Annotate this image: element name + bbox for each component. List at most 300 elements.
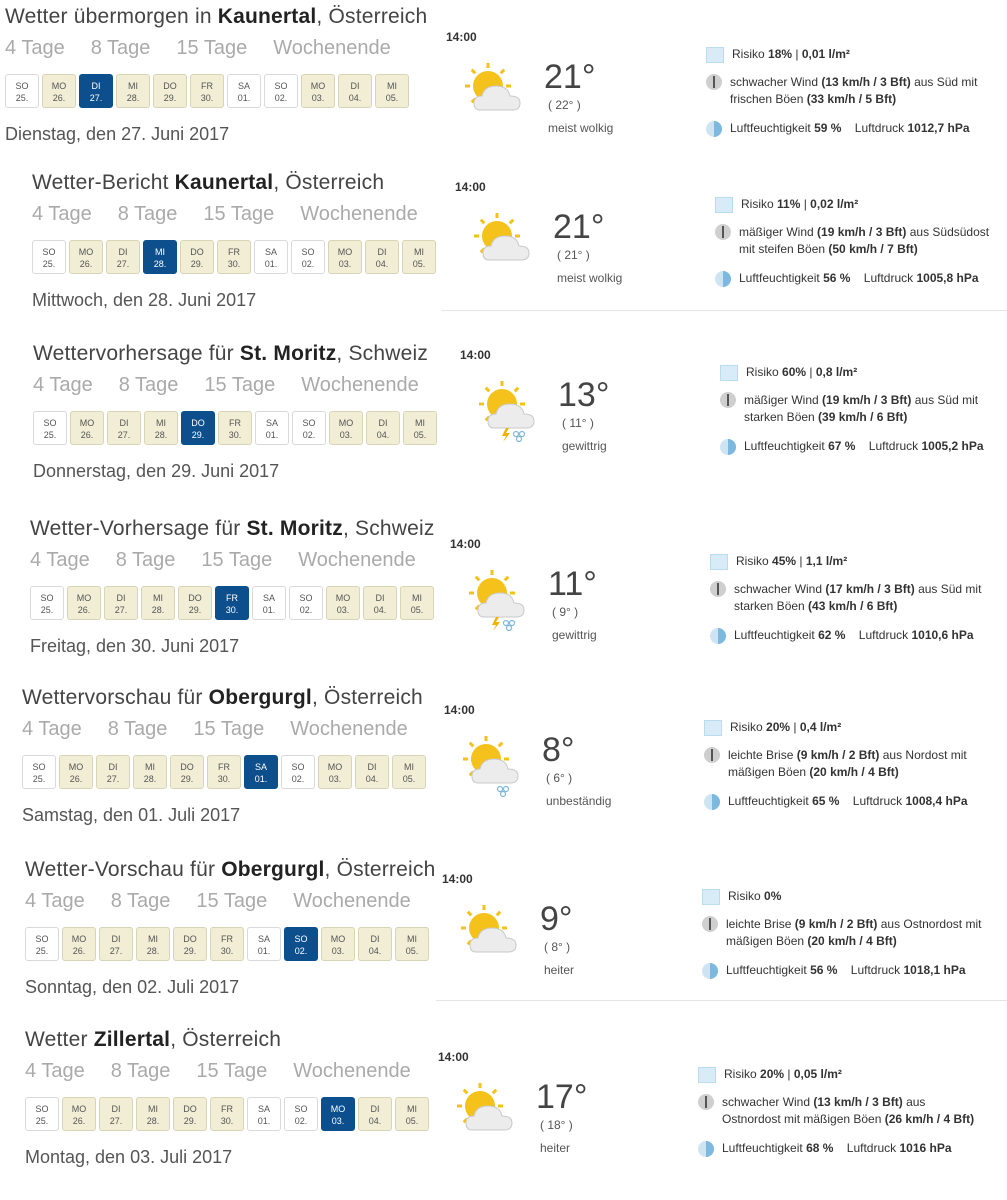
day-tab[interactable]	[25, 927, 59, 961]
risk-value: 20%	[760, 1067, 785, 1081]
day-number: 28.	[126, 93, 140, 103]
humidity-icon	[706, 121, 722, 137]
day-tab[interactable]	[143, 240, 177, 274]
pressure-value: 1010,6 hPa	[911, 628, 974, 642]
day-abbrev: MO	[78, 247, 94, 257]
rain-icon	[698, 1067, 716, 1083]
day-number: 28.	[154, 430, 168, 440]
day-tab[interactable]	[318, 755, 352, 789]
day-tab[interactable]	[5, 74, 39, 108]
tab-range[interactable]: 15 Tage	[201, 549, 273, 571]
day-number: 30.	[220, 1116, 234, 1126]
time-label: 14:00	[442, 872, 473, 886]
day-abbrev: MI	[412, 593, 422, 603]
wind-speed: (19 km/h / 3 Bft)	[817, 225, 907, 239]
pressure-value: 1008,4 hPa	[905, 794, 968, 808]
tab-range[interactable]: 8 Tage	[115, 549, 176, 571]
day-tab[interactable]	[104, 586, 138, 620]
day-abbrev: MO	[51, 81, 67, 91]
day-tab[interactable]	[210, 1097, 244, 1131]
risk-value: 18%	[768, 47, 793, 61]
day-tab[interactable]	[190, 74, 224, 108]
wind-direction: aus Süd mit	[914, 582, 982, 596]
day-tab[interactable]	[247, 927, 281, 961]
condition: gewittrig	[552, 628, 597, 642]
city-name[interactable]: Kaunertal	[174, 171, 274, 194]
tab-range[interactable]: Wochenende	[290, 718, 408, 740]
humidity-icon	[715, 271, 731, 287]
rain-row	[702, 888, 1007, 910]
day-abbrev: DI	[91, 81, 101, 91]
forecast-panel	[458, 348, 1007, 498]
gust-speed: (20 km/h / 4 Bft)	[809, 765, 899, 779]
country-name: , Österreich	[170, 1028, 282, 1051]
day-number: 26.	[52, 93, 66, 103]
day-tab[interactable]	[217, 240, 251, 274]
day-number: 03.	[331, 1116, 345, 1126]
day-number: 25.	[15, 93, 29, 103]
day-tab[interactable]	[69, 240, 103, 274]
day-tab[interactable]	[107, 411, 141, 445]
day-number: 28.	[146, 1116, 160, 1126]
day-number: 01.	[237, 93, 251, 103]
tab-range[interactable]: 8 Tage	[117, 203, 178, 225]
city-name[interactable]: St. Moritz	[246, 517, 343, 540]
day-tab[interactable]	[153, 74, 187, 108]
day-number: 04.	[365, 774, 379, 784]
risk-value: 0%	[764, 889, 782, 903]
range-tabs	[22, 718, 462, 741]
day-tab[interactable]	[170, 755, 204, 789]
risk-label: Risiko	[724, 1067, 757, 1081]
day-abbrev: DI	[111, 934, 121, 944]
humidity-icon	[702, 963, 718, 979]
tab-range[interactable]: 4 Tage	[22, 718, 82, 740]
panel-divider	[436, 1000, 1007, 1001]
weather-details	[710, 553, 1007, 644]
tab-range[interactable]: Wochenende	[293, 890, 411, 912]
day-tab[interactable]	[375, 74, 409, 108]
gust-label: starken Böen	[744, 410, 819, 424]
day-abbrev: MI	[156, 418, 166, 428]
humidity-label: Luftfeuchtigkeit	[726, 963, 807, 977]
title-prefix: Wetter-Vorschau für	[25, 858, 222, 881]
rain-amount: 0,05 l/m²	[793, 1067, 842, 1081]
city-name[interactable]: Obergurgl	[208, 686, 312, 709]
day-number: 30.	[227, 259, 241, 269]
day-tab[interactable]	[218, 411, 252, 445]
day-tab[interactable]	[252, 586, 286, 620]
day-tab[interactable]	[173, 1097, 207, 1131]
title-prefix: Wettervorschau für	[22, 686, 209, 709]
day-tab[interactable]	[402, 240, 436, 274]
day-number: 02.	[291, 774, 305, 784]
day-tab[interactable]	[141, 586, 175, 620]
day-tab[interactable]	[106, 240, 140, 274]
gust-speed: (26 km/h / 4 Bft)	[884, 1112, 975, 1126]
location-title	[32, 171, 472, 195]
day-abbrev: DO	[163, 81, 177, 91]
day-abbrev: DI	[118, 247, 128, 257]
day-abbrev: FR	[226, 593, 238, 603]
day-tab[interactable]	[244, 755, 278, 789]
condition: heiter	[544, 963, 575, 977]
day-tab[interactable]	[395, 927, 429, 961]
pressure-label: Luftdruck	[854, 121, 905, 135]
day-abbrev: SA	[257, 1104, 270, 1114]
day-abbrev: MI	[153, 593, 163, 603]
day-abbrev: FR	[201, 81, 213, 91]
day-tab[interactable]	[133, 755, 167, 789]
wind-speed: (9 km/h / 2 Bft)	[794, 917, 878, 931]
city-name[interactable]: Obergurgl	[221, 858, 325, 881]
humidity-value: 65 %	[812, 794, 840, 808]
day-tab[interactable]	[62, 1097, 96, 1131]
day-tab[interactable]	[32, 240, 66, 274]
wind-text	[744, 392, 978, 426]
day-tab[interactable]	[321, 927, 355, 961]
gust-label: starken Böen	[734, 599, 809, 613]
day-number: 01.	[254, 774, 268, 784]
tab-range[interactable]: 4 Tage	[33, 374, 93, 396]
range-tabs	[5, 37, 445, 60]
day-tab[interactable]	[96, 755, 130, 789]
day-tab[interactable]	[400, 586, 434, 620]
day-tab[interactable]	[358, 1097, 392, 1131]
day-number: 27.	[114, 605, 128, 615]
day-tab[interactable]	[281, 755, 315, 789]
day-tab[interactable]	[136, 1097, 170, 1131]
tab-range[interactable]: Wochenende	[293, 1060, 411, 1082]
humidity-label: Luftfeuchtigkeit	[728, 794, 809, 808]
day-number: 25.	[35, 946, 49, 956]
day-number: 29.	[183, 1116, 197, 1126]
day-tab[interactable]	[59, 755, 93, 789]
time-label: 14:00	[446, 30, 477, 44]
day-tab[interactable]	[227, 74, 261, 108]
tab-range[interactable]: 15 Tage	[193, 718, 265, 740]
day-selector	[33, 411, 473, 447]
wind-speed: (19 km/h / 3 Bft)	[822, 393, 912, 407]
day-tab[interactable]	[79, 74, 113, 108]
day-number: 03.	[311, 93, 325, 103]
forecast-search-block	[25, 1028, 465, 1168]
day-tab[interactable]	[255, 411, 289, 445]
country-name: , Schweiz	[342, 517, 435, 540]
feels-like: ( 22° )	[548, 98, 581, 112]
tab-range[interactable]: 4 Tage	[25, 1060, 85, 1082]
wind-type: schwacher Wind	[734, 582, 823, 596]
day-number: 28.	[143, 774, 157, 784]
tab-range[interactable]: 15 Tage	[204, 374, 276, 396]
wind-direction-icon	[698, 1094, 714, 1110]
rain-amount: 1,1 l/m²	[805, 554, 848, 568]
rain-row: Risiko 20% | 0,4 l/m²	[704, 719, 1007, 741]
day-tab[interactable]	[25, 1097, 59, 1131]
day-abbrev: DO	[190, 247, 204, 257]
humidity-label: Luftfeuchtigkeit	[739, 271, 820, 285]
day-abbrev: MO	[71, 1104, 87, 1114]
day-tab[interactable]	[181, 411, 215, 445]
day-tab[interactable]	[358, 927, 392, 961]
day-number: 05.	[413, 430, 427, 440]
range-tabs	[30, 549, 470, 572]
day-tab[interactable]	[328, 240, 362, 274]
day-tab[interactable]	[144, 411, 178, 445]
day-number: 27.	[117, 430, 131, 440]
wind-speed: (13 km/h / 3 Bft)	[813, 1095, 903, 1109]
day-tab[interactable]	[116, 74, 150, 108]
wind-text	[734, 581, 981, 615]
day-tab[interactable]	[264, 74, 298, 108]
tab-range[interactable]: 15 Tage	[196, 1060, 268, 1082]
tab-range[interactable]: 15 Tage	[196, 890, 268, 912]
day-tab[interactable]	[42, 74, 76, 108]
risk-value: 60%	[782, 365, 807, 379]
location-title	[33, 342, 473, 366]
day-abbrev: SO	[15, 81, 29, 91]
wind-type: leichte Brise	[728, 748, 794, 762]
forecast-search-block	[22, 686, 462, 826]
humidity-icon	[710, 628, 726, 644]
title-prefix: Wettervorhersage für	[33, 342, 240, 365]
city-name[interactable]: St. Moritz	[239, 342, 337, 365]
day-number: 26.	[72, 946, 86, 956]
day-tab[interactable]	[210, 927, 244, 961]
rain-row: Risiko 18% | 0,01 l/m²	[706, 46, 1007, 68]
tab-range[interactable]: Wochenende	[298, 549, 416, 571]
day-tab[interactable]	[363, 586, 397, 620]
day-number: 29.	[183, 946, 197, 956]
temperature: 11°	[548, 565, 597, 603]
tab-range[interactable]: 15 Tage	[203, 203, 275, 225]
day-tab[interactable]	[207, 755, 241, 789]
day-number: 04.	[348, 93, 362, 103]
day-abbrev: MI	[148, 934, 158, 944]
day-tab[interactable]	[33, 411, 67, 445]
location-title	[30, 517, 470, 541]
tab-range[interactable]: 8 Tage	[107, 718, 168, 740]
humidity-value: 68 %	[806, 1141, 834, 1155]
day-abbrev: DI	[116, 593, 126, 603]
day-number: 25.	[43, 430, 57, 440]
tab-range[interactable]: 8 Tage	[110, 890, 171, 912]
day-abbrev: SO	[302, 418, 316, 428]
forecast-search-block	[33, 342, 473, 482]
day-tab[interactable]	[355, 755, 389, 789]
day-abbrev: MO	[337, 247, 353, 257]
day-tab[interactable]	[395, 1097, 429, 1131]
day-abbrev: DO	[180, 762, 194, 772]
tab-range[interactable]: 4 Tage	[5, 37, 65, 59]
risk-label: Risiko	[728, 889, 761, 903]
city-name[interactable]: Kaunertal	[217, 5, 317, 28]
day-number: 05.	[402, 774, 416, 784]
day-abbrev: SA	[264, 247, 277, 257]
date-heading: Donnerstag, den 29. Juni 2017	[33, 461, 280, 481]
wind-speed: (13 km/h / 3 Bft)	[821, 75, 911, 89]
day-abbrev: SA	[237, 81, 250, 91]
day-abbrev: MI	[148, 1104, 158, 1114]
day-tab[interactable]	[284, 1097, 318, 1131]
humidity-row	[704, 793, 1007, 810]
temperature: 21°	[544, 58, 596, 96]
humidity-value: 67 %	[828, 439, 856, 453]
day-number: 05.	[412, 259, 426, 269]
day-tab[interactable]	[365, 240, 399, 274]
day-tab[interactable]	[247, 1097, 281, 1131]
day-abbrev: DI	[370, 934, 380, 944]
time-label: 14:00	[444, 703, 475, 717]
forecast-panel	[453, 180, 1007, 330]
day-selector	[25, 927, 465, 963]
wind-type: schwacher Wind	[722, 1095, 811, 1109]
day-abbrev: FR	[221, 1104, 233, 1114]
day-tab[interactable]	[173, 927, 207, 961]
tab-range[interactable]: 4 Tage	[30, 549, 90, 571]
tab-range[interactable]: Wochenende	[300, 203, 418, 225]
day-number: 03.	[328, 774, 342, 784]
day-abbrev: MO	[68, 762, 84, 772]
tab-range[interactable]: 4 Tage	[32, 203, 92, 225]
gust-speed: (43 km/h / 6 Bft)	[808, 599, 898, 613]
wind-direction: aus Süd mit	[911, 393, 979, 407]
day-tab[interactable]	[30, 586, 64, 620]
feels-like: ( 11° )	[562, 416, 594, 430]
forecast-search-block	[32, 171, 472, 311]
country-name: , Schweiz	[336, 342, 429, 365]
day-number: 03.	[338, 259, 352, 269]
pressure-label: Luftdruck	[850, 963, 901, 977]
thunderstorm-icon	[476, 378, 546, 442]
day-tab[interactable]	[136, 927, 170, 961]
day-tab[interactable]	[329, 411, 363, 445]
day-abbrev: FR	[221, 934, 233, 944]
pressure-value: 1012,7 hPa	[907, 121, 970, 135]
day-number: 26.	[79, 259, 93, 269]
day-tab[interactable]	[254, 240, 288, 274]
pressure-value: 1018,1 hPa	[903, 963, 966, 977]
tab-range[interactable]: 8 Tage	[110, 1060, 171, 1082]
day-abbrev: SO	[40, 593, 54, 603]
day-abbrev: DI	[108, 762, 118, 772]
day-abbrev: FR	[218, 762, 230, 772]
date-heading: Freitag, den 30. Juni 2017	[30, 636, 240, 656]
wind-row	[720, 392, 1007, 426]
day-tab[interactable]	[301, 74, 335, 108]
risk-label: Risiko	[730, 720, 763, 734]
day-abbrev: MO	[310, 81, 326, 91]
day-abbrev: SO	[43, 418, 57, 428]
day-tab[interactable]	[22, 755, 56, 789]
day-number: 25.	[40, 605, 54, 615]
city-name[interactable]: Zillertal	[93, 1028, 171, 1051]
wind-direction-icon	[715, 224, 731, 240]
tab-range[interactable]: 15 Tage	[176, 37, 248, 59]
rain-amount: 0,8 l/m²	[815, 365, 858, 379]
day-number: 26.	[80, 430, 94, 440]
tab-range[interactable]: 8 Tage	[118, 374, 179, 396]
day-tab[interactable]	[291, 240, 325, 274]
tab-range[interactable]: Wochenende	[273, 37, 391, 59]
day-number: 01.	[262, 605, 276, 615]
rain-row: Risiko 20% | 0,05 l/m²	[698, 1066, 1003, 1088]
day-tab[interactable]	[180, 240, 214, 274]
day-abbrev: MO	[338, 418, 354, 428]
sun-cloud-icon	[458, 902, 528, 966]
time-label: 14:00	[455, 180, 486, 194]
panel-divider	[442, 310, 1007, 311]
title-prefix: Wetter-Bericht	[32, 171, 175, 194]
wind-row	[702, 916, 1007, 950]
day-tab[interactable]	[67, 586, 101, 620]
gust-label: Ostnordost mit mäßigen Böen	[722, 1112, 885, 1126]
day-abbrev: SO	[301, 247, 315, 257]
day-tab[interactable]	[215, 586, 249, 620]
day-number: 30.	[228, 430, 242, 440]
day-number: 02.	[294, 1116, 308, 1126]
day-tab[interactable]	[292, 411, 326, 445]
day-abbrev: MI	[415, 418, 425, 428]
risk-value: 20%	[766, 720, 791, 734]
day-abbrev: SO	[294, 1104, 308, 1114]
condition: meist wolkig	[557, 271, 623, 285]
day-tab[interactable]	[403, 411, 437, 445]
day-tab[interactable]	[62, 927, 96, 961]
day-tab[interactable]	[338, 74, 372, 108]
forecast-search-block	[25, 858, 465, 998]
day-abbrev: SA	[254, 762, 267, 772]
day-abbrev: SA	[257, 934, 270, 944]
date-heading: Samstag, den 01. Juli 2017	[22, 805, 241, 825]
day-abbrev: MO	[79, 418, 95, 428]
wind-direction-icon	[710, 581, 726, 597]
day-abbrev: MI	[404, 762, 414, 772]
wind-direction: aus Nordost mit	[879, 748, 967, 762]
day-tab[interactable]	[284, 927, 318, 961]
forecast-panel	[448, 537, 1007, 687]
day-selector	[5, 74, 445, 110]
condition: heiter	[540, 1141, 571, 1155]
wind-row	[715, 224, 1007, 258]
day-tab[interactable]	[366, 411, 400, 445]
day-tab[interactable]	[289, 586, 323, 620]
day-tab[interactable]	[178, 586, 212, 620]
day-abbrev: SO	[35, 934, 49, 944]
day-tab[interactable]	[326, 586, 360, 620]
tab-range[interactable]: Wochenende	[301, 374, 419, 396]
day-tab[interactable]	[70, 411, 104, 445]
day-abbrev: MO	[327, 762, 343, 772]
location-title	[5, 5, 445, 29]
day-tab[interactable]	[99, 927, 133, 961]
day-tab[interactable]	[99, 1097, 133, 1131]
day-number: 04.	[373, 605, 387, 615]
day-abbrev: MI	[145, 762, 155, 772]
day-abbrev: FR	[229, 418, 241, 428]
rain-icon	[710, 554, 728, 570]
day-number: 01.	[264, 259, 278, 269]
pressure-value: 1016 hPa	[899, 1141, 952, 1155]
tab-range[interactable]: 4 Tage	[25, 890, 85, 912]
tab-range[interactable]: 8 Tage	[90, 37, 151, 59]
day-tab[interactable]	[321, 1097, 355, 1131]
day-tab[interactable]	[392, 755, 426, 789]
humidity-value: 62 %	[818, 628, 846, 642]
day-abbrev: MI	[407, 1104, 417, 1114]
forecast-panel	[436, 1050, 1007, 1200]
rain-icon	[715, 197, 733, 213]
